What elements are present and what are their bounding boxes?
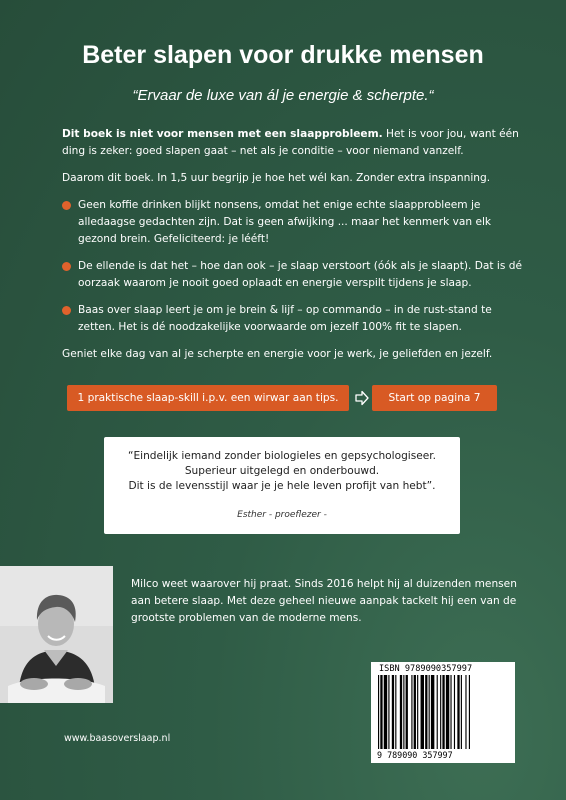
barcode-bar [450, 675, 451, 749]
barcode-bar [403, 675, 404, 749]
barcode-bar [442, 675, 444, 749]
bullet-list [62, 197, 522, 336]
barcode-bar [437, 675, 438, 749]
bullet-item [62, 302, 522, 336]
barcode-bar [425, 675, 427, 749]
barcode-bar [421, 675, 424, 749]
barcode-bar [431, 675, 434, 749]
testimonial-line: Dit is de levensstijl waar je je hele leven profijt van hebt”. [128, 480, 436, 492]
skill-banner: 1 praktische slaap-skill i.p.v. een wirwar aan tips. [67, 385, 349, 411]
testimonial-line: Superieur uitgelegd en onderbouwd. [184, 465, 380, 477]
bullet-text: Geen koffie drinken blijkt nonsens, omdat het enige echte slaapprobleem je alledaagse gedachten zijn. Dat is geen afwijking ... maar het kenmerk van elk gezond brein. Gefeliciteerd: je lééft! [78, 199, 492, 245]
barcode-bar [414, 675, 416, 749]
blurb [62, 126, 522, 373]
bullet-item [62, 258, 522, 292]
barcode-bar [440, 675, 441, 749]
isbn-label: ISBN 9789090357997 [379, 664, 473, 674]
barcode-bar [429, 675, 430, 749]
author-bio: Milco weet waarover hij praat. Sinds 2016 helpt hij al duizenden mensen aan betere slaap. Met deze geheel nieuwe aanpak tackelt hij een van de grootste problemen van de moderne mens. [131, 578, 517, 624]
intro-paragraph [62, 126, 522, 160]
barcode-bar [417, 675, 418, 749]
orange-dot-icon [62, 262, 71, 271]
intro-bold: Dit boek is niet voor mensen met een slaapprobleem. [62, 128, 383, 140]
bullet-text: Baas over slaap leert je om je brein & lijf – op commando – in de rust-stand te zetten. Het is dé noodzakelijke voorwaarde om jezelf 100% fit te slapen. [78, 304, 492, 333]
book-title: Beter slapen voor drukke mensen [82, 41, 484, 69]
barcode-bar [446, 675, 449, 749]
closing-paragraph: Geniet elke dag van al je scherpte en energie voor je werk, je geliefden en jezelf. [62, 348, 493, 360]
website-url: www.baasoverslaap.nl [64, 733, 171, 744]
orange-dot-icon [62, 306, 71, 315]
paragraph-2: Daarom dit boek. In 1,5 uur begrijp je hoe het wél kan. Zonder extra inspanning. [62, 172, 491, 184]
barcode-bar [388, 675, 389, 749]
book-subtitle: “Ervaar de luxe van ál je energie & scherpte.“ [132, 87, 434, 104]
bullet-item [62, 197, 522, 248]
barcode-bar [457, 675, 459, 749]
barcode-bar [392, 675, 394, 749]
author-photo [0, 566, 113, 703]
barcode-bar [406, 675, 408, 749]
arrow-right-icon [355, 390, 369, 406]
intro-rest: Het is voor jou, want één ding is zeker: goed slapen gaat – net als je conditie – voor niemand vanzelf. [62, 128, 519, 157]
barcode-bar [384, 675, 387, 749]
isbn-digits: 9 789090 357997 [377, 750, 453, 760]
orange-dot-icon [62, 201, 71, 210]
barcode-bar [411, 675, 412, 749]
barcode-bar [454, 675, 455, 749]
testimonial-box [104, 437, 460, 534]
barcode-bar [469, 675, 470, 749]
isbn-barcode [371, 662, 515, 763]
bullet-text: De ellende is dat het – hoe dan ook – je slaap verstoort (óók als je slaapt). Dat is dé oorzaak waarom je nooit goed oplaadt en energie verspilt tijdens je slaap. [78, 260, 522, 289]
barcode-bar [380, 675, 382, 749]
barcode-bar [465, 675, 466, 749]
testimonial-author: Esther - proeflezer - [237, 510, 327, 520]
barcode-bar [378, 675, 379, 749]
barcode-bar [395, 675, 396, 749]
barcode-bar [400, 675, 402, 749]
barcode-icon [377, 675, 509, 749]
testimonial-line: “Eindelijk iemand zonder biologieles en gepsychologiseer. [127, 450, 437, 462]
start-page-banner: Start op pagina 7 [372, 385, 497, 411]
barcode-bar [461, 675, 462, 749]
